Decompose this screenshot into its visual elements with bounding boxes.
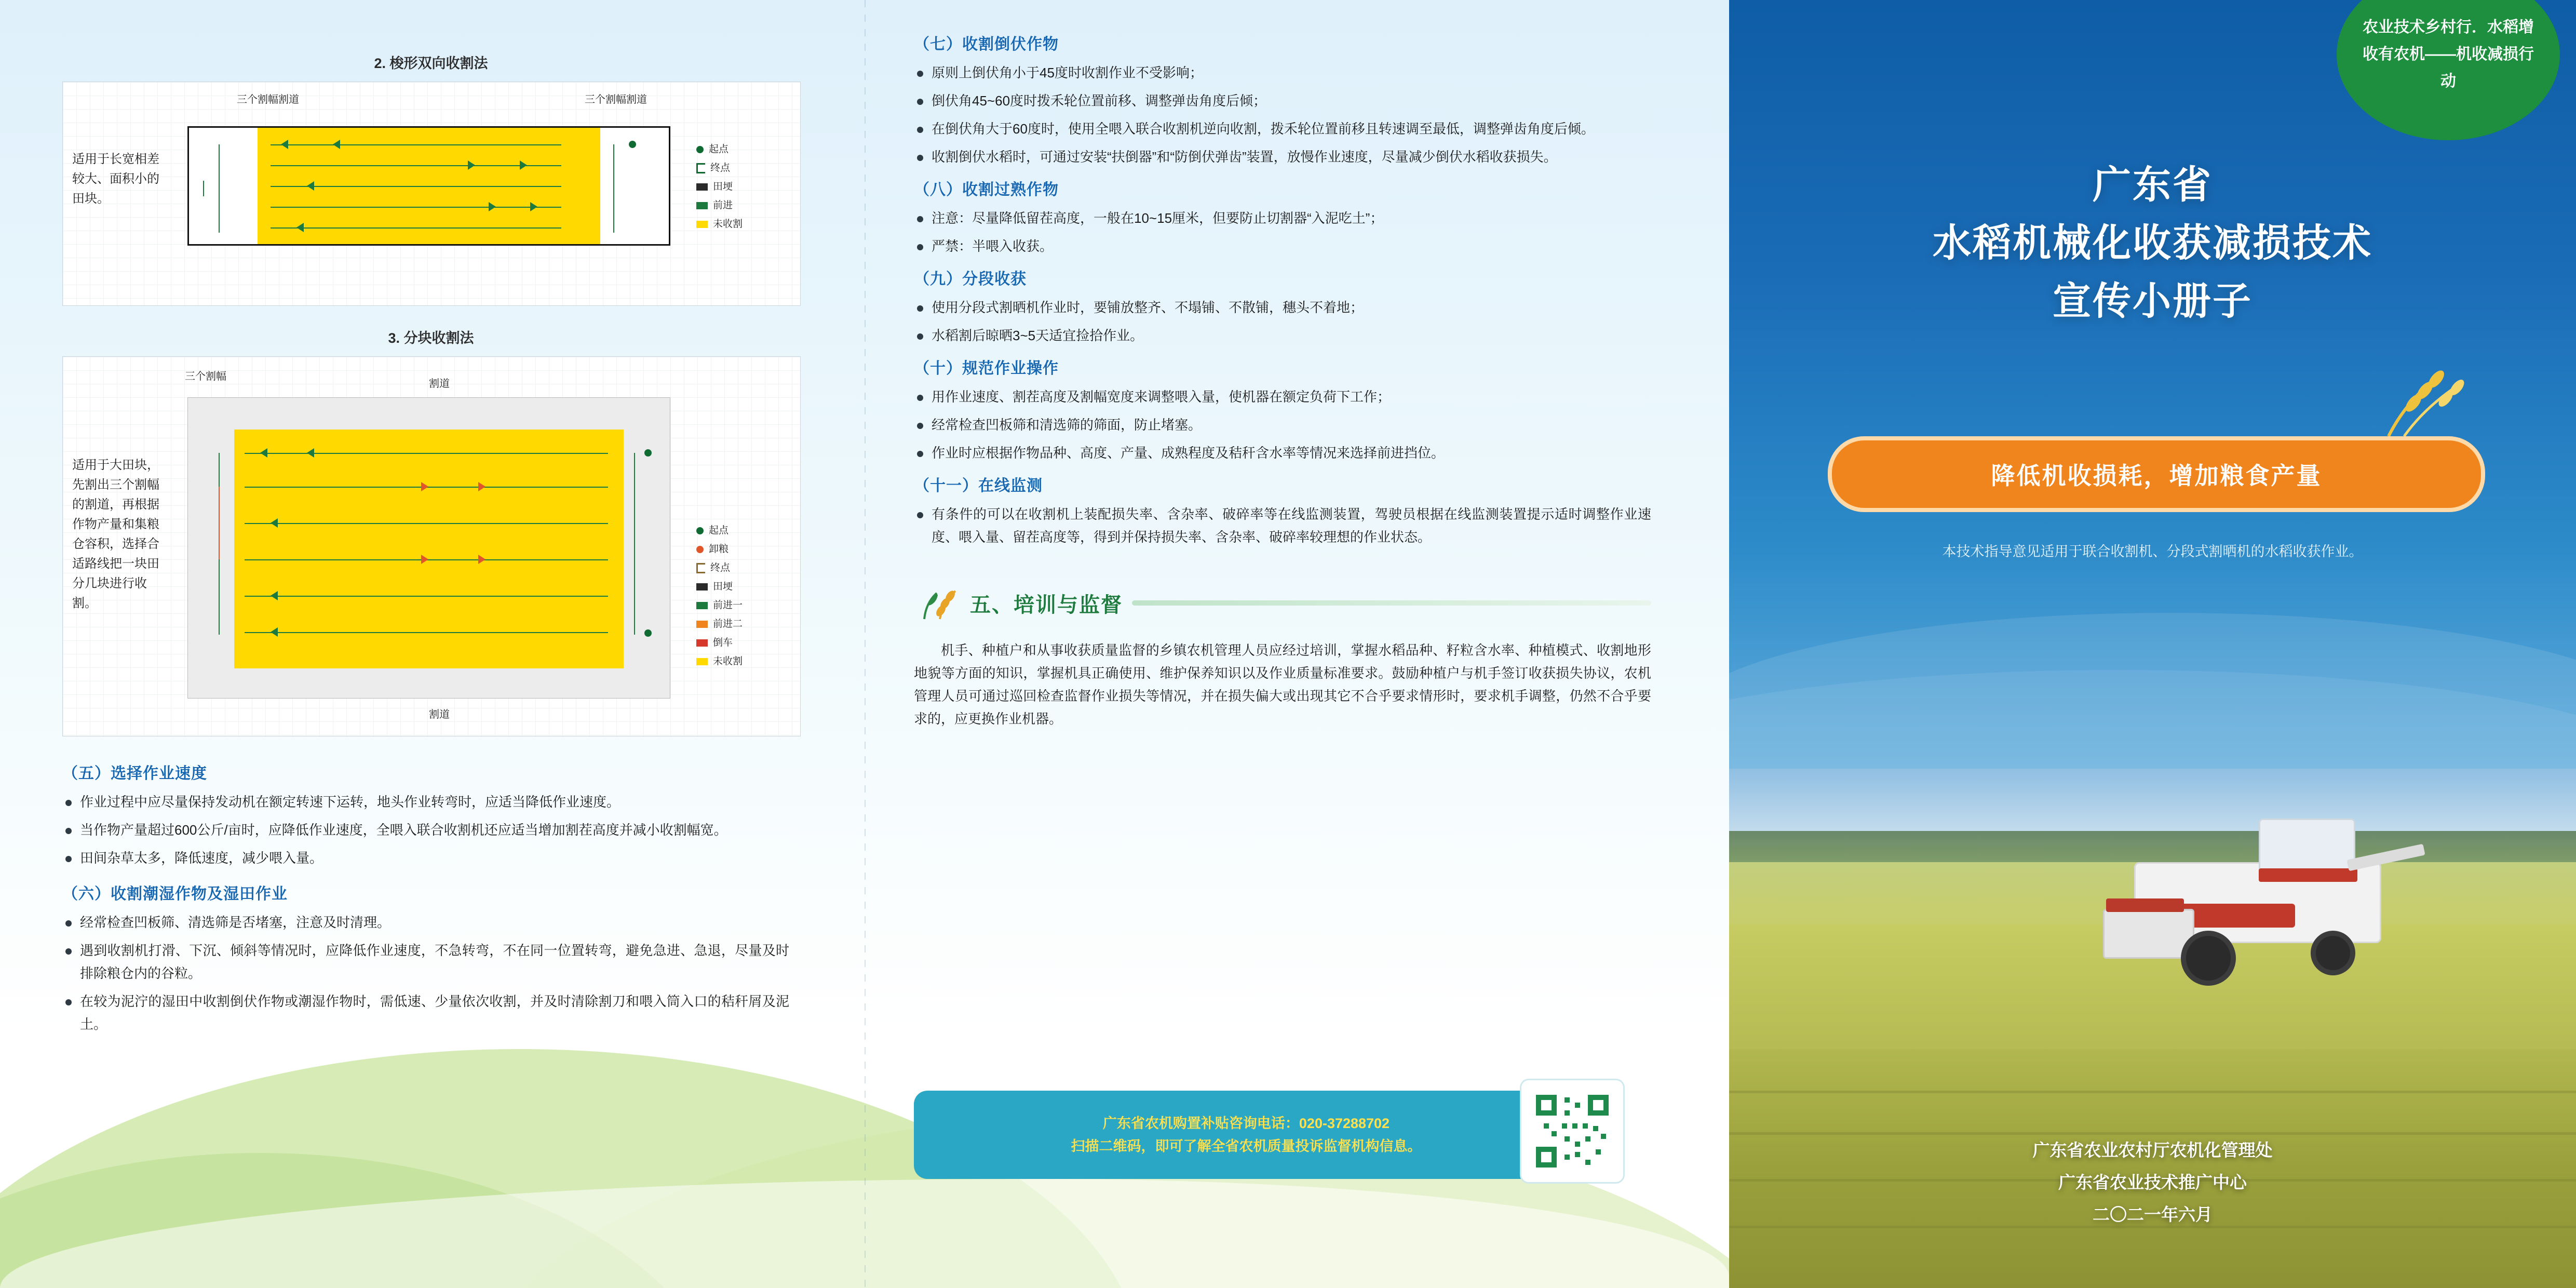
- figure-1-caption: 2. 梭形双向收割法: [374, 56, 488, 71]
- section-ten-item: 经常检查凹板筛和清选筛的筛面，防止堵塞。: [914, 413, 1651, 436]
- legend-label: 终点: [710, 562, 731, 573]
- section-seven-item: 在倒伏角大于60度时，使用全喂入联合收割机逆向收割，拨禾轮位置前移且转速调至最低，调整弹齿角度后倾。: [914, 117, 1651, 140]
- section-six: [62, 881, 789, 1036]
- section-five-item: 作业过程中应尽量保持发动机在额定转速下运转，地头作业转弯时，应适当降低作业速度。: [62, 790, 789, 813]
- figure-2-label-top: 割道: [429, 378, 450, 390]
- figure-2-end-point: [644, 629, 652, 637]
- figure-1-diagram: [62, 82, 801, 306]
- section-five-item: 田间杂草太多，降低速度，减少喂入量。: [62, 847, 789, 869]
- section-seven-title: （七）收割倒伏作物: [914, 36, 1059, 53]
- training-heading: [914, 585, 1651, 621]
- section-six-item: 经常检查凹板筛、清选筛是否堵塞，注意及时清理。: [62, 911, 789, 934]
- wheat-icon: [914, 585, 961, 621]
- section-eight-item: 注意：尽量降低留茬高度，一般在10~15厘米，但要防止切割器“入泥吃土”；: [914, 207, 1651, 230]
- legend-label: 未收割: [713, 656, 743, 667]
- publisher-line-2: 广东省农业技术推广中心: [2058, 1173, 2247, 1192]
- section-eleven-item: 有条件的可以在收割机上装配损失率、含杂率、破碎率等在线监测装置，驾驶员根据在线监测装置提示适时调整作业速度、喂入量、留茬高度等，得到并保持损失率、含杂率、破碎率较理想的作业状态。: [914, 503, 1651, 548]
- publisher-signature: [1729, 1134, 2576, 1231]
- legend-label: 起点: [709, 144, 729, 155]
- section-ten-title: （十）规范作业操作: [914, 360, 1059, 377]
- section-seven-item: 倒伏角45~60度时拨禾轮位置前移、调整弹齿角度后倾；: [914, 89, 1651, 112]
- section-eight-title: （八）收割过熟作物: [914, 181, 1059, 198]
- legend-label: 倒车: [713, 637, 733, 648]
- training-title: 五、培训与监督: [970, 593, 1123, 616]
- section-nine-title: （九）分段收获: [914, 271, 1027, 288]
- cover-title: [1729, 156, 2576, 330]
- legend-label: 田埂: [713, 581, 733, 592]
- section-ten: [914, 355, 1651, 464]
- figure-2-legend: [696, 523, 743, 673]
- cover-title-line-2: 水稻机械化收获减损技术: [1933, 221, 2372, 264]
- section-seven-item: 收割倒伏水稻时，可通过安装“扶倒器”和“防倒伏弹齿”装置，放慢作业速度，尽量减少倒伏水稻收获损失。: [914, 145, 1651, 168]
- cover-note: 本技术指导意见适用于联合收割机、分段式割晒机的水稻收获作业。: [1942, 544, 2363, 559]
- publisher-line-1: 广东省农业农村厅农机化管理处: [2032, 1141, 2273, 1160]
- section-ten-item: 用作业速度、割茬高度及割幅宽度来调整喂入量，使机器在额定负荷下工作；: [914, 385, 1651, 408]
- campaign-badge: 农业技术乡村行．水稻增收有农机——机收减损行动: [2337, 0, 2560, 140]
- section-five: [62, 760, 789, 869]
- cover-title-line-1: 广东省: [2093, 163, 2213, 206]
- legend-label: 田埂: [713, 181, 733, 192]
- section-eleven: [914, 473, 1651, 548]
- section-six-title: （六）收割潮湿作物及湿田作业: [62, 886, 288, 903]
- legend-label: 未收割: [713, 219, 743, 230]
- section-seven-item: 原则上倒伏角小于45度时收割作业不受影响；: [914, 61, 1651, 84]
- section-six-item: 在较为泥泞的湿田中收割倒伏作物或潮湿作物时，需低速、少量依次收割，并及时清除割刀和喂入筒入口的秸秆屑及泥土。: [62, 990, 789, 1036]
- training-paragraph: 机手、种植户和从事收获质量监督的乡镇农机管理人员应经过培训，掌握水稻品种、籽粒含水率、种植模式、收割地形地貌等方面的知识，掌握机具正确使用、维护保养知识以及作业质量标准要求。鼓励种植户与机手签订收获损失协议，农机管理人员可通过巡回检查监督作业损失等情况，并在损失偏大或出现其它不合乎要求情形时，要求机手调整，仍然不合乎要求的，应更换作业机器。: [914, 642, 1651, 727]
- section-eleven-title: （十一）在线监测: [914, 477, 1043, 494]
- legend-label: 前进二: [713, 619, 743, 629]
- figure-2-diagram: [62, 356, 801, 736]
- section-five-item: 当作物产量超过600公斤/亩时，应降低作业速度，全喂入联合收割机还应适当增加割茬高度并减小收割幅宽。: [62, 819, 789, 841]
- figure-2-label-left: 三个割幅: [185, 371, 226, 382]
- contact-line-2: 扫描二维码，即可了解全省农机质量投诉监督机构信息。: [1071, 1138, 1422, 1154]
- legend-label: 终点: [710, 163, 731, 173]
- section-seven: [914, 31, 1651, 168]
- cover-title-line-3: 宣传小册子: [2053, 279, 2253, 323]
- legend-label: 前进一: [713, 600, 743, 611]
- section-nine-item: 使用分段式割晒机作业时，要铺放整齐、不塌铺、不散铺，穗头不着地；: [914, 296, 1651, 319]
- column-two: [914, 31, 1651, 735]
- section-ten-item: 作业时应根据作物品种、高度、产量、成熟程度及秸秆含水率等情况来选择前进挡位。: [914, 441, 1651, 464]
- figure-1-legend: [696, 142, 743, 235]
- combine-harvester: [2103, 800, 2425, 971]
- training-rule: [1132, 600, 1651, 606]
- section-eight: [914, 177, 1651, 258]
- section-six-item: 遇到收割机打滑、下沉、倾斜等情况时，应降低作业速度，不急转弯，不在同一位置转弯，避免急进、急退，尽量及时排除粮仓内的谷粒。: [62, 939, 789, 985]
- column-one: [62, 0, 800, 1041]
- figure-1-label-left: 三个割幅割道: [237, 94, 299, 105]
- qr-code-icon: [1533, 1092, 1611, 1170]
- figure-2-side-text: 适用于大田块，先割出三个割幅的割道，再根据作物产量和集粮仓容积，选择合适路线把一块田分几块进行收割。: [72, 458, 159, 610]
- figure-2-label-bottom: 割道: [429, 709, 450, 720]
- section-nine: [914, 266, 1651, 347]
- publisher-line-3: 二〇二一年六月: [2093, 1205, 2213, 1224]
- legend-label: 卸粮: [709, 544, 729, 555]
- contact-bar: [914, 1091, 1579, 1179]
- section-nine-item: 水稻割后晾晒3~5天适宜捡拾作业。: [914, 324, 1651, 347]
- slogan-pill: 降低机收损耗，增加粮食产量: [1828, 436, 2485, 512]
- cover-panel: [1729, 0, 2576, 1288]
- qr-code: [1521, 1080, 1623, 1182]
- section-eight-item: 严禁：半喂入收获。: [914, 235, 1651, 258]
- figure-1-start-point: [629, 141, 636, 148]
- figure-1-label-right: 三个割幅割道: [585, 94, 647, 105]
- legend-label: 前进: [713, 200, 733, 211]
- figure-2-caption: 3. 分块收割法: [388, 330, 474, 346]
- contact-line-1: 广东省农机购置补贴咨询电话：020-37288702: [1102, 1116, 1390, 1131]
- figure-1-side-text: 适用于长宽相差较大、面积小的田块。: [72, 152, 159, 206]
- section-five-title: （五）选择作业速度: [62, 765, 207, 782]
- fold-line: [865, 0, 866, 1288]
- figure-2-start-point: [644, 449, 652, 457]
- legend-label: 起点: [709, 525, 729, 536]
- wheat-decor-icon: [2368, 358, 2482, 436]
